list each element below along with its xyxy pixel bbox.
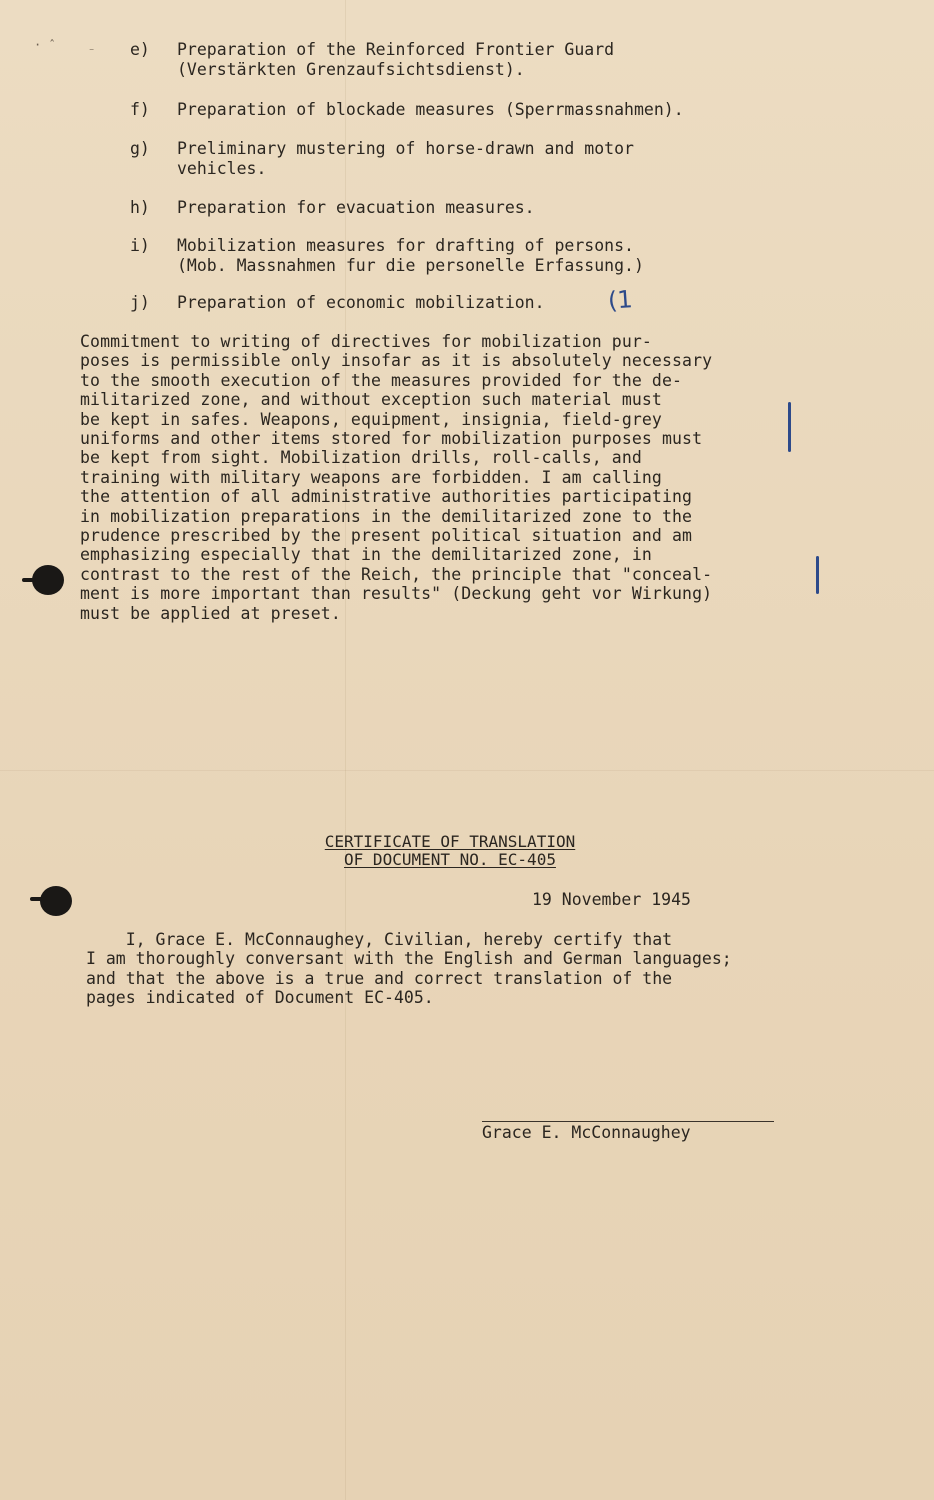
item-label: f) xyxy=(130,100,150,119)
signature-name: Grace E. McConnaughey xyxy=(482,1123,691,1142)
certificate-body: I, Grace E. McConnaughey, Civilian, hereby certify that I am thoroughly conversant with the English and German languages; and that the above is a true and correct translation of the pages indicated of Document EC-405. xyxy=(86,930,732,1008)
margin-line-mark xyxy=(816,556,819,594)
margin-mark: ⁻ xyxy=(88,44,96,58)
certificate-title xyxy=(305,833,595,869)
item-text: Preparation of economic mobilization. xyxy=(177,293,545,312)
punch-hole xyxy=(40,886,72,916)
paper-fold xyxy=(345,0,346,1500)
item-text: Preparation for evacuation measures. xyxy=(177,198,535,217)
paper-fold xyxy=(0,770,934,771)
list-item xyxy=(130,198,850,218)
certificate-title-line: OF DOCUMENT NO. EC-405 xyxy=(344,850,556,869)
list-item xyxy=(130,40,850,80)
handwritten-mark: (1 xyxy=(607,285,634,315)
list-item xyxy=(130,139,850,179)
margin-mark: · ˆ xyxy=(34,38,56,52)
punch-hole xyxy=(30,897,44,901)
list-item xyxy=(130,100,850,120)
certificate-date: 19 November 1945 xyxy=(532,890,691,909)
body-paragraph: Commitment to writing of directives for mobilization pur- poses is permissible only insofar as it is absolutely necessary to the smooth execution of the measures provided for the de- militarized zone, and without exception such material must be kept in safes. Weapons, equipment, insignia, field-grey uniforms and other items stored for mobilization purposes must be kept from sight. Mobilization drills, roll-calls, and training with military weapons are forbidden. I am calling the attention of all administrative authorities participating in mobilization preparations in the demilitarized zone to the prudence prescribed by the present political situation and am emphasizing especially that in the demilitarized zone, in contrast to the rest of the Reich, the principle that "conceal- ment is more important than results" (Deckung geht vor Wirkung) must be applied at preset. xyxy=(80,332,713,623)
item-label: i) xyxy=(130,236,150,255)
item-text: Preliminary mustering of horse-drawn and motor vehicles. xyxy=(177,139,634,178)
item-text: Preparation of the Reinforced Frontier Guard (Verstärkten Grenzaufsichtsdienst). xyxy=(177,40,615,79)
item-label: e) xyxy=(130,40,150,59)
item-label: h) xyxy=(130,198,150,217)
item-text: Mobilization measures for drafting of persons. (Mob. Massnahmen fur die personelle Erfassung.) xyxy=(177,236,644,275)
item-text: Preparation of blockade measures (Sperrmassnahmen). xyxy=(177,100,684,119)
signature-line xyxy=(482,1121,774,1122)
list-item xyxy=(130,236,850,276)
list-item xyxy=(130,293,850,313)
item-label: g) xyxy=(130,139,150,158)
punch-hole xyxy=(32,565,64,595)
punch-hole xyxy=(22,578,36,582)
item-label: j) xyxy=(130,293,150,312)
certificate-title-line: CERTIFICATE OF TRANSLATION xyxy=(324,832,576,851)
margin-line-mark xyxy=(788,402,791,452)
